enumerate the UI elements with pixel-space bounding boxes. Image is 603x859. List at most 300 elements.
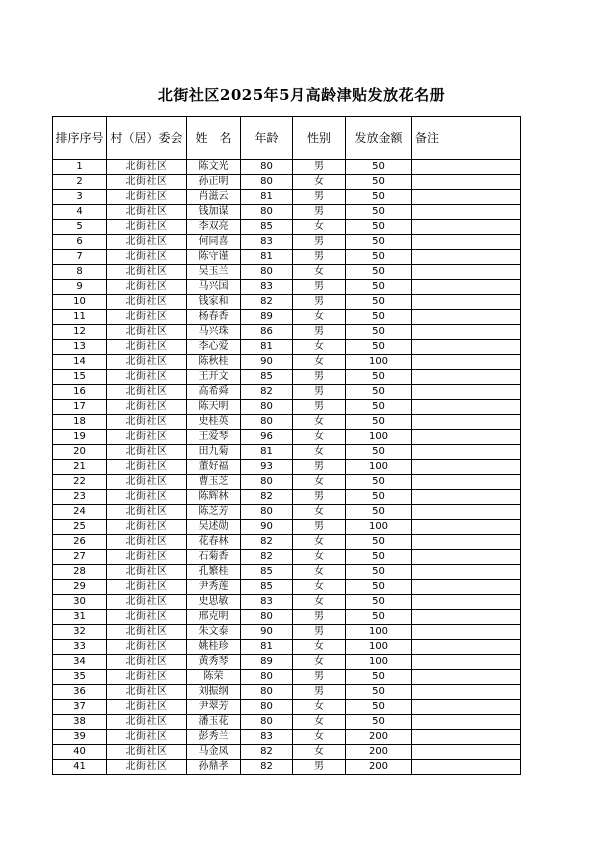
cell-gender: 女 [293, 175, 346, 190]
cell-remarks [412, 250, 521, 265]
cell-seq: 34 [53, 655, 107, 670]
cell-age: 83 [241, 280, 293, 295]
table-row [53, 280, 521, 295]
cell-age: 82 [241, 385, 293, 400]
table-row [53, 700, 521, 715]
table-row [53, 610, 521, 625]
table-row [53, 685, 521, 700]
cell-committee: 北街社区 [107, 565, 187, 580]
cell-committee: 北街社区 [107, 190, 187, 205]
table-row [53, 550, 521, 565]
cell-name: 高希舜 [187, 385, 241, 400]
cell-committee: 北街社区 [107, 445, 187, 460]
cell-age: 80 [241, 400, 293, 415]
cell-seq: 30 [53, 595, 107, 610]
cell-gender: 男 [293, 490, 346, 505]
cell-gender: 女 [293, 595, 346, 610]
cell-gender: 男 [293, 205, 346, 220]
cell-remarks [412, 730, 521, 745]
cell-age: 89 [241, 310, 293, 325]
cell-amount: 50 [346, 505, 412, 520]
cell-committee: 北街社区 [107, 475, 187, 490]
cell-gender: 男 [293, 685, 346, 700]
document-title: 北街社区2025年5月高龄津贴发放花名册 [157, 86, 446, 104]
cell-committee: 北街社区 [107, 715, 187, 730]
table-row [53, 205, 521, 220]
cell-committee: 北街社区 [107, 235, 187, 250]
table-row [53, 160, 521, 175]
cell-gender: 女 [293, 505, 346, 520]
cell-seq: 8 [53, 265, 107, 280]
header-name: 姓 名 [187, 117, 241, 160]
cell-age: 82 [241, 295, 293, 310]
cell-amount: 50 [346, 205, 412, 220]
cell-name: 史桂英 [187, 415, 241, 430]
cell-remarks [412, 175, 521, 190]
cell-name: 钱家和 [187, 295, 241, 310]
cell-age: 81 [241, 445, 293, 460]
cell-remarks [412, 565, 521, 580]
cell-gender: 女 [293, 640, 346, 655]
cell-gender: 男 [293, 160, 346, 175]
cell-amount: 50 [346, 565, 412, 580]
cell-committee: 北街社区 [107, 505, 187, 520]
cell-committee: 北街社区 [107, 580, 187, 595]
cell-age: 80 [241, 475, 293, 490]
cell-seq: 9 [53, 280, 107, 295]
cell-name: 王开文 [187, 370, 241, 385]
cell-name: 李双亮 [187, 220, 241, 235]
cell-name: 陈秋桂 [187, 355, 241, 370]
cell-name: 尹秀莲 [187, 580, 241, 595]
table-row [53, 460, 521, 475]
cell-committee: 北街社区 [107, 625, 187, 640]
cell-gender: 女 [293, 700, 346, 715]
table-row [53, 190, 521, 205]
cell-seq: 26 [53, 535, 107, 550]
roster-body [53, 160, 521, 775]
cell-committee: 北街社区 [107, 400, 187, 415]
table-row [53, 415, 521, 430]
cell-remarks [412, 625, 521, 640]
cell-remarks [412, 550, 521, 565]
header-remarks: 备注 [412, 117, 521, 160]
cell-gender: 男 [293, 760, 346, 775]
cell-name: 田九菊 [187, 445, 241, 460]
cell-remarks [412, 235, 521, 250]
cell-age: 93 [241, 460, 293, 475]
cell-gender: 女 [293, 415, 346, 430]
cell-gender: 男 [293, 235, 346, 250]
cell-gender: 女 [293, 745, 346, 760]
cell-committee: 北街社区 [107, 760, 187, 775]
cell-committee: 北街社区 [107, 250, 187, 265]
cell-name: 陈文光 [187, 160, 241, 175]
cell-remarks [412, 355, 521, 370]
cell-committee: 北街社区 [107, 640, 187, 655]
cell-remarks [412, 415, 521, 430]
cell-seq: 5 [53, 220, 107, 235]
cell-name: 李心爱 [187, 340, 241, 355]
cell-seq: 38 [53, 715, 107, 730]
cell-name: 杨春香 [187, 310, 241, 325]
cell-seq: 29 [53, 580, 107, 595]
table-row [53, 595, 521, 610]
cell-name: 马兴国 [187, 280, 241, 295]
cell-remarks [412, 745, 521, 760]
cell-name: 董好福 [187, 460, 241, 475]
table-row [53, 625, 521, 640]
cell-seq: 41 [53, 760, 107, 775]
cell-seq: 36 [53, 685, 107, 700]
cell-gender: 女 [293, 565, 346, 580]
cell-gender: 女 [293, 220, 346, 235]
table-row [53, 670, 521, 685]
cell-name: 吴述勋 [187, 520, 241, 535]
cell-gender: 男 [293, 295, 346, 310]
cell-seq: 39 [53, 730, 107, 745]
roster-table [52, 116, 521, 775]
cell-name: 朱文泰 [187, 625, 241, 640]
cell-amount: 50 [346, 280, 412, 295]
cell-name: 孙鼎孝 [187, 760, 241, 775]
cell-gender: 女 [293, 310, 346, 325]
cell-gender: 男 [293, 400, 346, 415]
cell-age: 82 [241, 490, 293, 505]
cell-amount: 100 [346, 520, 412, 535]
table-row [53, 340, 521, 355]
cell-seq: 20 [53, 445, 107, 460]
table-row [53, 640, 521, 655]
cell-gender: 女 [293, 430, 346, 445]
cell-committee: 北街社区 [107, 325, 187, 340]
cell-committee: 北街社区 [107, 670, 187, 685]
cell-seq: 10 [53, 295, 107, 310]
cell-age: 82 [241, 745, 293, 760]
cell-amount: 50 [346, 670, 412, 685]
table-row [53, 295, 521, 310]
table-row [53, 265, 521, 280]
table-row [53, 400, 521, 415]
table-row [53, 520, 521, 535]
cell-name: 史思敏 [187, 595, 241, 610]
cell-age: 82 [241, 535, 293, 550]
cell-gender: 女 [293, 655, 346, 670]
cell-committee: 北街社区 [107, 685, 187, 700]
cell-name: 马兴珠 [187, 325, 241, 340]
cell-seq: 35 [53, 670, 107, 685]
cell-seq: 25 [53, 520, 107, 535]
cell-amount: 50 [346, 415, 412, 430]
cell-remarks [412, 610, 521, 625]
table-row [53, 430, 521, 445]
cell-committee: 北街社区 [107, 655, 187, 670]
cell-amount: 50 [346, 535, 412, 550]
cell-amount: 50 [346, 325, 412, 340]
cell-committee: 北街社区 [107, 175, 187, 190]
cell-seq: 13 [53, 340, 107, 355]
cell-age: 80 [241, 265, 293, 280]
cell-committee: 北街社区 [107, 415, 187, 430]
cell-age: 80 [241, 700, 293, 715]
cell-committee: 北街社区 [107, 490, 187, 505]
cell-age: 81 [241, 640, 293, 655]
cell-gender: 女 [293, 355, 346, 370]
cell-gender: 女 [293, 265, 346, 280]
cell-age: 90 [241, 520, 293, 535]
cell-amount: 50 [346, 340, 412, 355]
cell-age: 83 [241, 595, 293, 610]
cell-seq: 2 [53, 175, 107, 190]
cell-name: 姚桂珍 [187, 640, 241, 655]
cell-seq: 37 [53, 700, 107, 715]
cell-remarks [412, 445, 521, 460]
cell-age: 81 [241, 250, 293, 265]
cell-gender: 男 [293, 670, 346, 685]
cell-amount: 50 [346, 220, 412, 235]
cell-amount: 100 [346, 355, 412, 370]
cell-gender: 男 [293, 370, 346, 385]
cell-name: 陈天明 [187, 400, 241, 415]
cell-gender: 男 [293, 325, 346, 340]
header-gender: 性别 [293, 117, 346, 160]
cell-amount: 50 [346, 580, 412, 595]
cell-age: 80 [241, 415, 293, 430]
cell-age: 90 [241, 625, 293, 640]
header-committee: 村（居）委会 [107, 117, 187, 160]
cell-remarks [412, 520, 521, 535]
cell-remarks [412, 160, 521, 175]
cell-seq: 12 [53, 325, 107, 340]
cell-remarks [412, 640, 521, 655]
cell-remarks [412, 655, 521, 670]
cell-remarks [412, 280, 521, 295]
cell-remarks [412, 400, 521, 415]
cell-amount: 50 [346, 265, 412, 280]
cell-seq: 3 [53, 190, 107, 205]
cell-age: 80 [241, 610, 293, 625]
table-row [53, 580, 521, 595]
cell-committee: 北街社区 [107, 160, 187, 175]
table-row [53, 490, 521, 505]
cell-seq: 27 [53, 550, 107, 565]
cell-name: 肖滋云 [187, 190, 241, 205]
cell-amount: 50 [346, 685, 412, 700]
cell-name: 何同喜 [187, 235, 241, 250]
cell-amount: 100 [346, 460, 412, 475]
cell-age: 89 [241, 655, 293, 670]
cell-committee: 北街社区 [107, 520, 187, 535]
cell-seq: 19 [53, 430, 107, 445]
cell-committee: 北街社区 [107, 205, 187, 220]
cell-amount: 50 [346, 370, 412, 385]
cell-seq: 18 [53, 415, 107, 430]
cell-amount: 50 [346, 475, 412, 490]
cell-remarks [412, 295, 521, 310]
cell-remarks [412, 325, 521, 340]
cell-seq: 21 [53, 460, 107, 475]
cell-name: 邢克明 [187, 610, 241, 625]
cell-name: 吴玉兰 [187, 265, 241, 280]
cell-name: 潘玉花 [187, 715, 241, 730]
header-amount: 发放金额 [346, 117, 412, 160]
cell-committee: 北街社区 [107, 295, 187, 310]
cell-amount: 100 [346, 430, 412, 445]
cell-remarks [412, 685, 521, 700]
cell-amount: 50 [346, 310, 412, 325]
cell-remarks [412, 670, 521, 685]
cell-remarks [412, 385, 521, 400]
cell-amount: 50 [346, 295, 412, 310]
cell-amount: 50 [346, 700, 412, 715]
cell-seq: 7 [53, 250, 107, 265]
cell-amount: 50 [346, 190, 412, 205]
cell-name: 曹玉芝 [187, 475, 241, 490]
cell-seq: 6 [53, 235, 107, 250]
cell-age: 83 [241, 235, 293, 250]
cell-committee: 北街社区 [107, 700, 187, 715]
cell-name: 孙正明 [187, 175, 241, 190]
cell-remarks [412, 310, 521, 325]
cell-gender: 男 [293, 520, 346, 535]
cell-committee: 北街社区 [107, 355, 187, 370]
table-row [53, 745, 521, 760]
cell-seq: 17 [53, 400, 107, 415]
cell-seq: 22 [53, 475, 107, 490]
table-row [53, 175, 521, 190]
cell-committee: 北街社区 [107, 595, 187, 610]
cell-name: 孔繁桂 [187, 565, 241, 580]
cell-amount: 200 [346, 760, 412, 775]
cell-remarks [412, 535, 521, 550]
cell-remarks [412, 430, 521, 445]
cell-seq: 24 [53, 505, 107, 520]
cell-amount: 100 [346, 640, 412, 655]
cell-remarks [412, 265, 521, 280]
cell-amount: 50 [346, 175, 412, 190]
cell-amount: 50 [346, 250, 412, 265]
cell-age: 96 [241, 430, 293, 445]
cell-gender: 女 [293, 340, 346, 355]
cell-gender: 男 [293, 250, 346, 265]
table-row [53, 715, 521, 730]
cell-gender: 女 [293, 535, 346, 550]
header-age: 年龄 [241, 117, 293, 160]
cell-amount: 50 [346, 235, 412, 250]
cell-name: 王爱琴 [187, 430, 241, 445]
cell-amount: 50 [346, 550, 412, 565]
cell-name: 石菊香 [187, 550, 241, 565]
table-row [53, 310, 521, 325]
cell-seq: 16 [53, 385, 107, 400]
cell-age: 80 [241, 160, 293, 175]
header-seq: 排序序号 [53, 117, 107, 160]
cell-name: 陈荣 [187, 670, 241, 685]
cell-name: 钱加谋 [187, 205, 241, 220]
cell-seq: 33 [53, 640, 107, 655]
cell-committee: 北街社区 [107, 280, 187, 295]
cell-remarks [412, 490, 521, 505]
cell-age: 85 [241, 580, 293, 595]
cell-age: 86 [241, 325, 293, 340]
cell-amount: 100 [346, 655, 412, 670]
cell-age: 85 [241, 220, 293, 235]
cell-age: 80 [241, 670, 293, 685]
cell-name: 彭秀兰 [187, 730, 241, 745]
cell-committee: 北街社区 [107, 550, 187, 565]
cell-remarks [412, 190, 521, 205]
cell-committee: 北街社区 [107, 265, 187, 280]
cell-age: 85 [241, 565, 293, 580]
table-row [53, 655, 521, 670]
cell-amount: 100 [346, 625, 412, 640]
cell-remarks [412, 715, 521, 730]
cell-committee: 北街社区 [107, 730, 187, 745]
cell-seq: 28 [53, 565, 107, 580]
cell-remarks [412, 220, 521, 235]
cell-age: 80 [241, 205, 293, 220]
cell-gender: 女 [293, 580, 346, 595]
cell-seq: 40 [53, 745, 107, 760]
table-row [53, 445, 521, 460]
table-row [53, 385, 521, 400]
cell-name: 尹翠芳 [187, 700, 241, 715]
cell-committee: 北街社区 [107, 745, 187, 760]
cell-name: 花春林 [187, 535, 241, 550]
cell-age: 80 [241, 175, 293, 190]
cell-committee: 北街社区 [107, 460, 187, 475]
cell-gender: 男 [293, 460, 346, 475]
table-row [53, 355, 521, 370]
cell-committee: 北街社区 [107, 310, 187, 325]
cell-name: 刘振纲 [187, 685, 241, 700]
cell-gender: 女 [293, 445, 346, 460]
table-row [53, 370, 521, 385]
cell-name: 陈辉林 [187, 490, 241, 505]
table-row [53, 250, 521, 265]
cell-committee: 北街社区 [107, 430, 187, 445]
cell-remarks [412, 205, 521, 220]
cell-committee: 北街社区 [107, 370, 187, 385]
cell-remarks [412, 595, 521, 610]
cell-amount: 200 [346, 730, 412, 745]
cell-committee: 北街社区 [107, 610, 187, 625]
cell-age: 82 [241, 760, 293, 775]
table-row [53, 730, 521, 745]
cell-amount: 50 [346, 385, 412, 400]
cell-amount: 50 [346, 595, 412, 610]
cell-amount: 50 [346, 445, 412, 460]
cell-amount: 50 [346, 160, 412, 175]
cell-committee: 北街社区 [107, 535, 187, 550]
cell-remarks [412, 340, 521, 355]
cell-remarks [412, 760, 521, 775]
table-row [53, 325, 521, 340]
cell-gender: 男 [293, 385, 346, 400]
header-row [53, 117, 521, 160]
cell-amount: 50 [346, 715, 412, 730]
cell-seq: 11 [53, 310, 107, 325]
table-row [53, 535, 521, 550]
cell-amount: 50 [346, 490, 412, 505]
table-row [53, 760, 521, 775]
cell-remarks [412, 505, 521, 520]
cell-remarks [412, 580, 521, 595]
table-row [53, 505, 521, 520]
cell-age: 85 [241, 370, 293, 385]
cell-committee: 北街社区 [107, 220, 187, 235]
cell-name: 马金凤 [187, 745, 241, 760]
